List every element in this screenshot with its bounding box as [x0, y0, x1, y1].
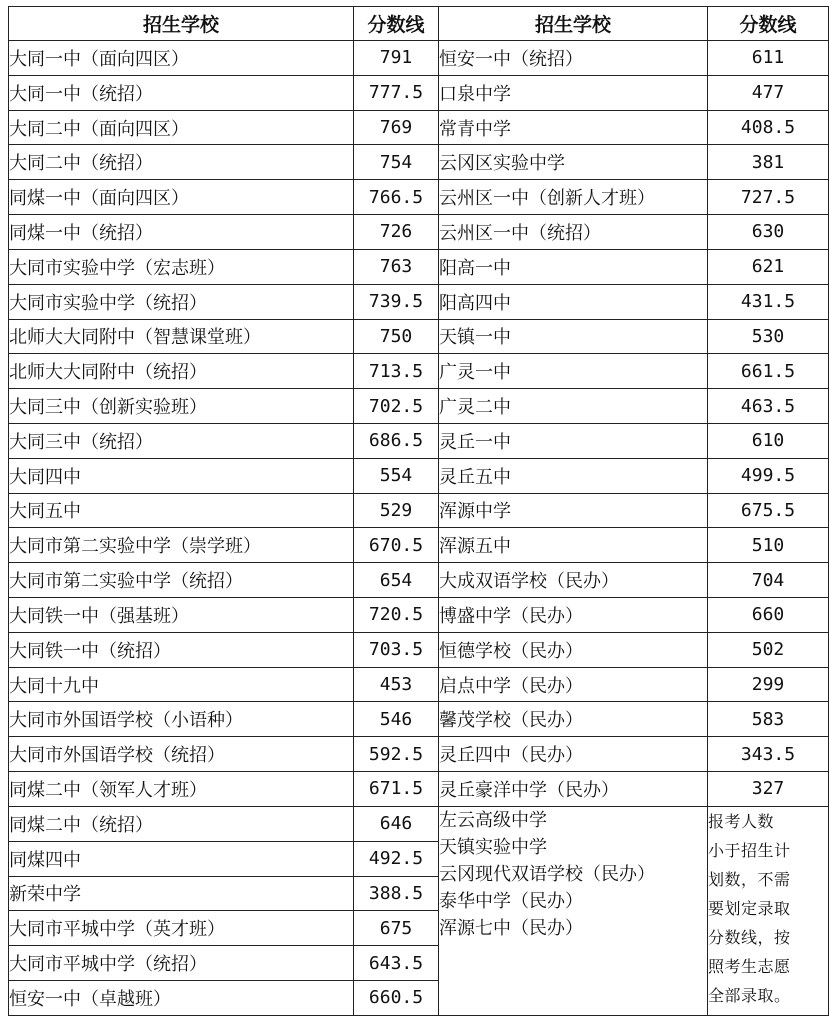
score-cell: 530 — [708, 319, 829, 354]
school-name-cell: 同煤一中（统招） — [9, 215, 354, 250]
school-name-cell: 新荣中学 — [9, 876, 354, 911]
no-cutoff-school-item: 左云高级中学 — [439, 809, 547, 831]
score-cell: 492.5 — [354, 841, 439, 876]
score-cell: 327 — [708, 772, 829, 807]
score-cell: 675 — [354, 911, 439, 946]
score-cell: 477 — [708, 75, 829, 110]
score-cell: 791 — [354, 41, 439, 76]
school-name-cell: 博盛中学（民办） — [439, 598, 708, 633]
score-cell: 769 — [354, 110, 439, 145]
score-cell: 621 — [708, 249, 829, 284]
score-cell: 675.5 — [708, 493, 829, 528]
score-cell: 646 — [354, 806, 439, 841]
table-row — [9, 632, 829, 667]
admission-note-line: 划数，不需 — [708, 869, 791, 889]
table-row — [9, 249, 829, 284]
school-name-cell: 同煤四中 — [9, 841, 354, 876]
score-cell: 777.5 — [354, 75, 439, 110]
no-cutoff-school-item: 泰华中学（民办） — [439, 890, 583, 912]
table-row — [9, 110, 829, 145]
score-cell: 611 — [708, 41, 829, 76]
school-name-cell: 阳高一中 — [439, 249, 708, 284]
score-cell: 754 — [354, 145, 439, 180]
admission-note-line: 报考人数 — [708, 811, 775, 831]
school-name-cell: 大同市平城中学（英才班） — [9, 911, 354, 946]
table-row — [9, 563, 829, 598]
school-name-cell: 灵丘一中 — [439, 423, 708, 458]
header-score-right: 分数线 — [708, 7, 829, 41]
score-cell: 654 — [354, 563, 439, 598]
school-name-cell: 浑源五中 — [439, 528, 708, 563]
no-cutoff-school-item: 云冈现代双语学校（民办） — [439, 863, 655, 885]
admission-note-line: 照考生志愿 — [708, 956, 791, 976]
score-cell: 610 — [708, 423, 829, 458]
score-cell: 704 — [708, 563, 829, 598]
school-name-cell: 恒安一中（统招） — [439, 41, 708, 76]
no-cutoff-school-list — [439, 806, 708, 1015]
admission-note-line: 小于招生计 — [708, 840, 791, 860]
score-cell: 529 — [354, 493, 439, 528]
table-row — [9, 702, 829, 737]
table-row — [9, 737, 829, 772]
table-row — [9, 458, 829, 493]
admission-note-line: 全部录取。 — [708, 985, 791, 1005]
school-name-cell: 大同三中（创新实验班） — [9, 389, 354, 424]
school-name-cell: 启点中学（民办） — [439, 667, 708, 702]
school-name-cell: 灵丘四中（民办） — [439, 737, 708, 772]
school-name-cell: 浑源中学 — [439, 493, 708, 528]
table-row — [9, 598, 829, 633]
school-name-cell: 大同二中（统招） — [9, 145, 354, 180]
header-school-right: 招生学校 — [439, 7, 708, 41]
score-cell: 643.5 — [354, 946, 439, 981]
score-cell: 720.5 — [354, 598, 439, 633]
admission-note — [708, 806, 829, 1015]
school-name-cell: 广灵二中 — [439, 389, 708, 424]
score-cell: 703.5 — [354, 632, 439, 667]
table-row — [9, 667, 829, 702]
table-row — [9, 215, 829, 250]
school-name-cell: 同煤二中（统招） — [9, 806, 354, 841]
score-cell: 686.5 — [354, 423, 439, 458]
school-name-cell: 大同一中（面向四区） — [9, 41, 354, 76]
table-row — [9, 528, 829, 563]
table-row — [9, 772, 829, 807]
no-cutoff-school-item: 天镇实验中学 — [439, 836, 547, 858]
score-cell: 766.5 — [354, 180, 439, 215]
score-cell: 660 — [708, 598, 829, 633]
score-cell: 630 — [708, 215, 829, 250]
score-cell: 592.5 — [354, 737, 439, 772]
table-row — [9, 319, 829, 354]
school-name-cell: 大同市第二实验中学（统招） — [9, 563, 354, 598]
score-cell: 739.5 — [354, 284, 439, 319]
school-name-cell: 灵丘五中 — [439, 458, 708, 493]
score-cell: 554 — [354, 458, 439, 493]
school-name-cell: 大同一中（统招） — [9, 75, 354, 110]
school-name-cell: 大同市外国语学校（小语种） — [9, 702, 354, 737]
score-cell: 546 — [354, 702, 439, 737]
table-row — [9, 493, 829, 528]
score-cell: 431.5 — [708, 284, 829, 319]
school-name-cell: 大同市实验中学（宏志班） — [9, 249, 354, 284]
score-cell: 661.5 — [708, 354, 829, 389]
school-name-cell: 云冈区实验中学 — [439, 145, 708, 180]
score-cell: 726 — [354, 215, 439, 250]
score-cell: 763 — [354, 249, 439, 284]
school-name-cell: 北师大大同附中（智慧课堂班） — [9, 319, 354, 354]
score-cell: 510 — [708, 528, 829, 563]
score-cell: 388.5 — [354, 876, 439, 911]
no-cutoff-school-item: 浑源七中（民办） — [439, 917, 583, 939]
school-name-cell: 大同二中（面向四区） — [9, 110, 354, 145]
table-row — [9, 145, 829, 180]
school-name-cell: 云州区一中（统招） — [439, 215, 708, 250]
admission-note-line: 分数线，按 — [708, 927, 791, 947]
table-row — [9, 75, 829, 110]
school-name-cell: 恒安一中（卓越班） — [9, 980, 354, 1015]
school-name-cell: 云州区一中（创新人才班） — [439, 180, 708, 215]
school-name-cell: 口泉中学 — [439, 75, 708, 110]
school-name-cell: 大同十九中 — [9, 667, 354, 702]
school-name-cell: 大同五中 — [9, 493, 354, 528]
score-cell: 381 — [708, 145, 829, 180]
school-name-cell: 大同市平城中学（统招） — [9, 946, 354, 981]
school-name-cell: 大同铁一中（统招） — [9, 632, 354, 667]
school-name-cell: 恒德学校（民办） — [439, 632, 708, 667]
school-name-cell: 广灵一中 — [439, 354, 708, 389]
header-school-left: 招生学校 — [9, 7, 354, 41]
score-cell: 343.5 — [708, 737, 829, 772]
school-name-cell: 大成双语学校（民办） — [439, 563, 708, 598]
header-row — [9, 7, 829, 41]
score-cell: 463.5 — [708, 389, 829, 424]
school-name-cell: 灵丘豪洋中学（民办） — [439, 772, 708, 807]
table-row — [9, 423, 829, 458]
school-name-cell: 大同三中（统招） — [9, 423, 354, 458]
cutoff-score-table — [8, 6, 829, 1016]
table-body — [9, 41, 829, 1016]
school-name-cell: 同煤二中（领军人才班） — [9, 772, 354, 807]
score-cell: 502 — [708, 632, 829, 667]
score-cell: 670.5 — [354, 528, 439, 563]
table-row — [9, 284, 829, 319]
school-name-cell: 常青中学 — [439, 110, 708, 145]
score-cell: 671.5 — [354, 772, 439, 807]
score-cell: 713.5 — [354, 354, 439, 389]
score-cell: 299 — [708, 667, 829, 702]
table-row — [9, 354, 829, 389]
score-cell: 408.5 — [708, 110, 829, 145]
table-row — [9, 806, 829, 841]
table-row — [9, 41, 829, 76]
school-name-cell: 大同铁一中（强基班） — [9, 598, 354, 633]
school-name-cell: 同煤一中（面向四区） — [9, 180, 354, 215]
school-name-cell: 天镇一中 — [439, 319, 708, 354]
score-cell: 583 — [708, 702, 829, 737]
score-cell: 702.5 — [354, 389, 439, 424]
header-score-left: 分数线 — [354, 7, 439, 41]
school-name-cell: 北师大大同附中（统招） — [9, 354, 354, 389]
score-cell: 499.5 — [708, 458, 829, 493]
school-name-cell: 大同市第二实验中学（崇学班） — [9, 528, 354, 563]
school-name-cell: 阳高四中 — [439, 284, 708, 319]
table-row — [9, 389, 829, 424]
score-cell: 727.5 — [708, 180, 829, 215]
score-cell: 750 — [354, 319, 439, 354]
school-name-cell: 大同市实验中学（统招） — [9, 284, 354, 319]
school-name-cell: 大同四中 — [9, 458, 354, 493]
table-row — [9, 180, 829, 215]
score-cell: 453 — [354, 667, 439, 702]
admission-note-line: 要划定录取 — [708, 898, 791, 918]
school-name-cell: 大同市外国语学校（统招） — [9, 737, 354, 772]
score-cell: 660.5 — [354, 980, 439, 1015]
school-name-cell: 馨茂学校（民办） — [439, 702, 708, 737]
